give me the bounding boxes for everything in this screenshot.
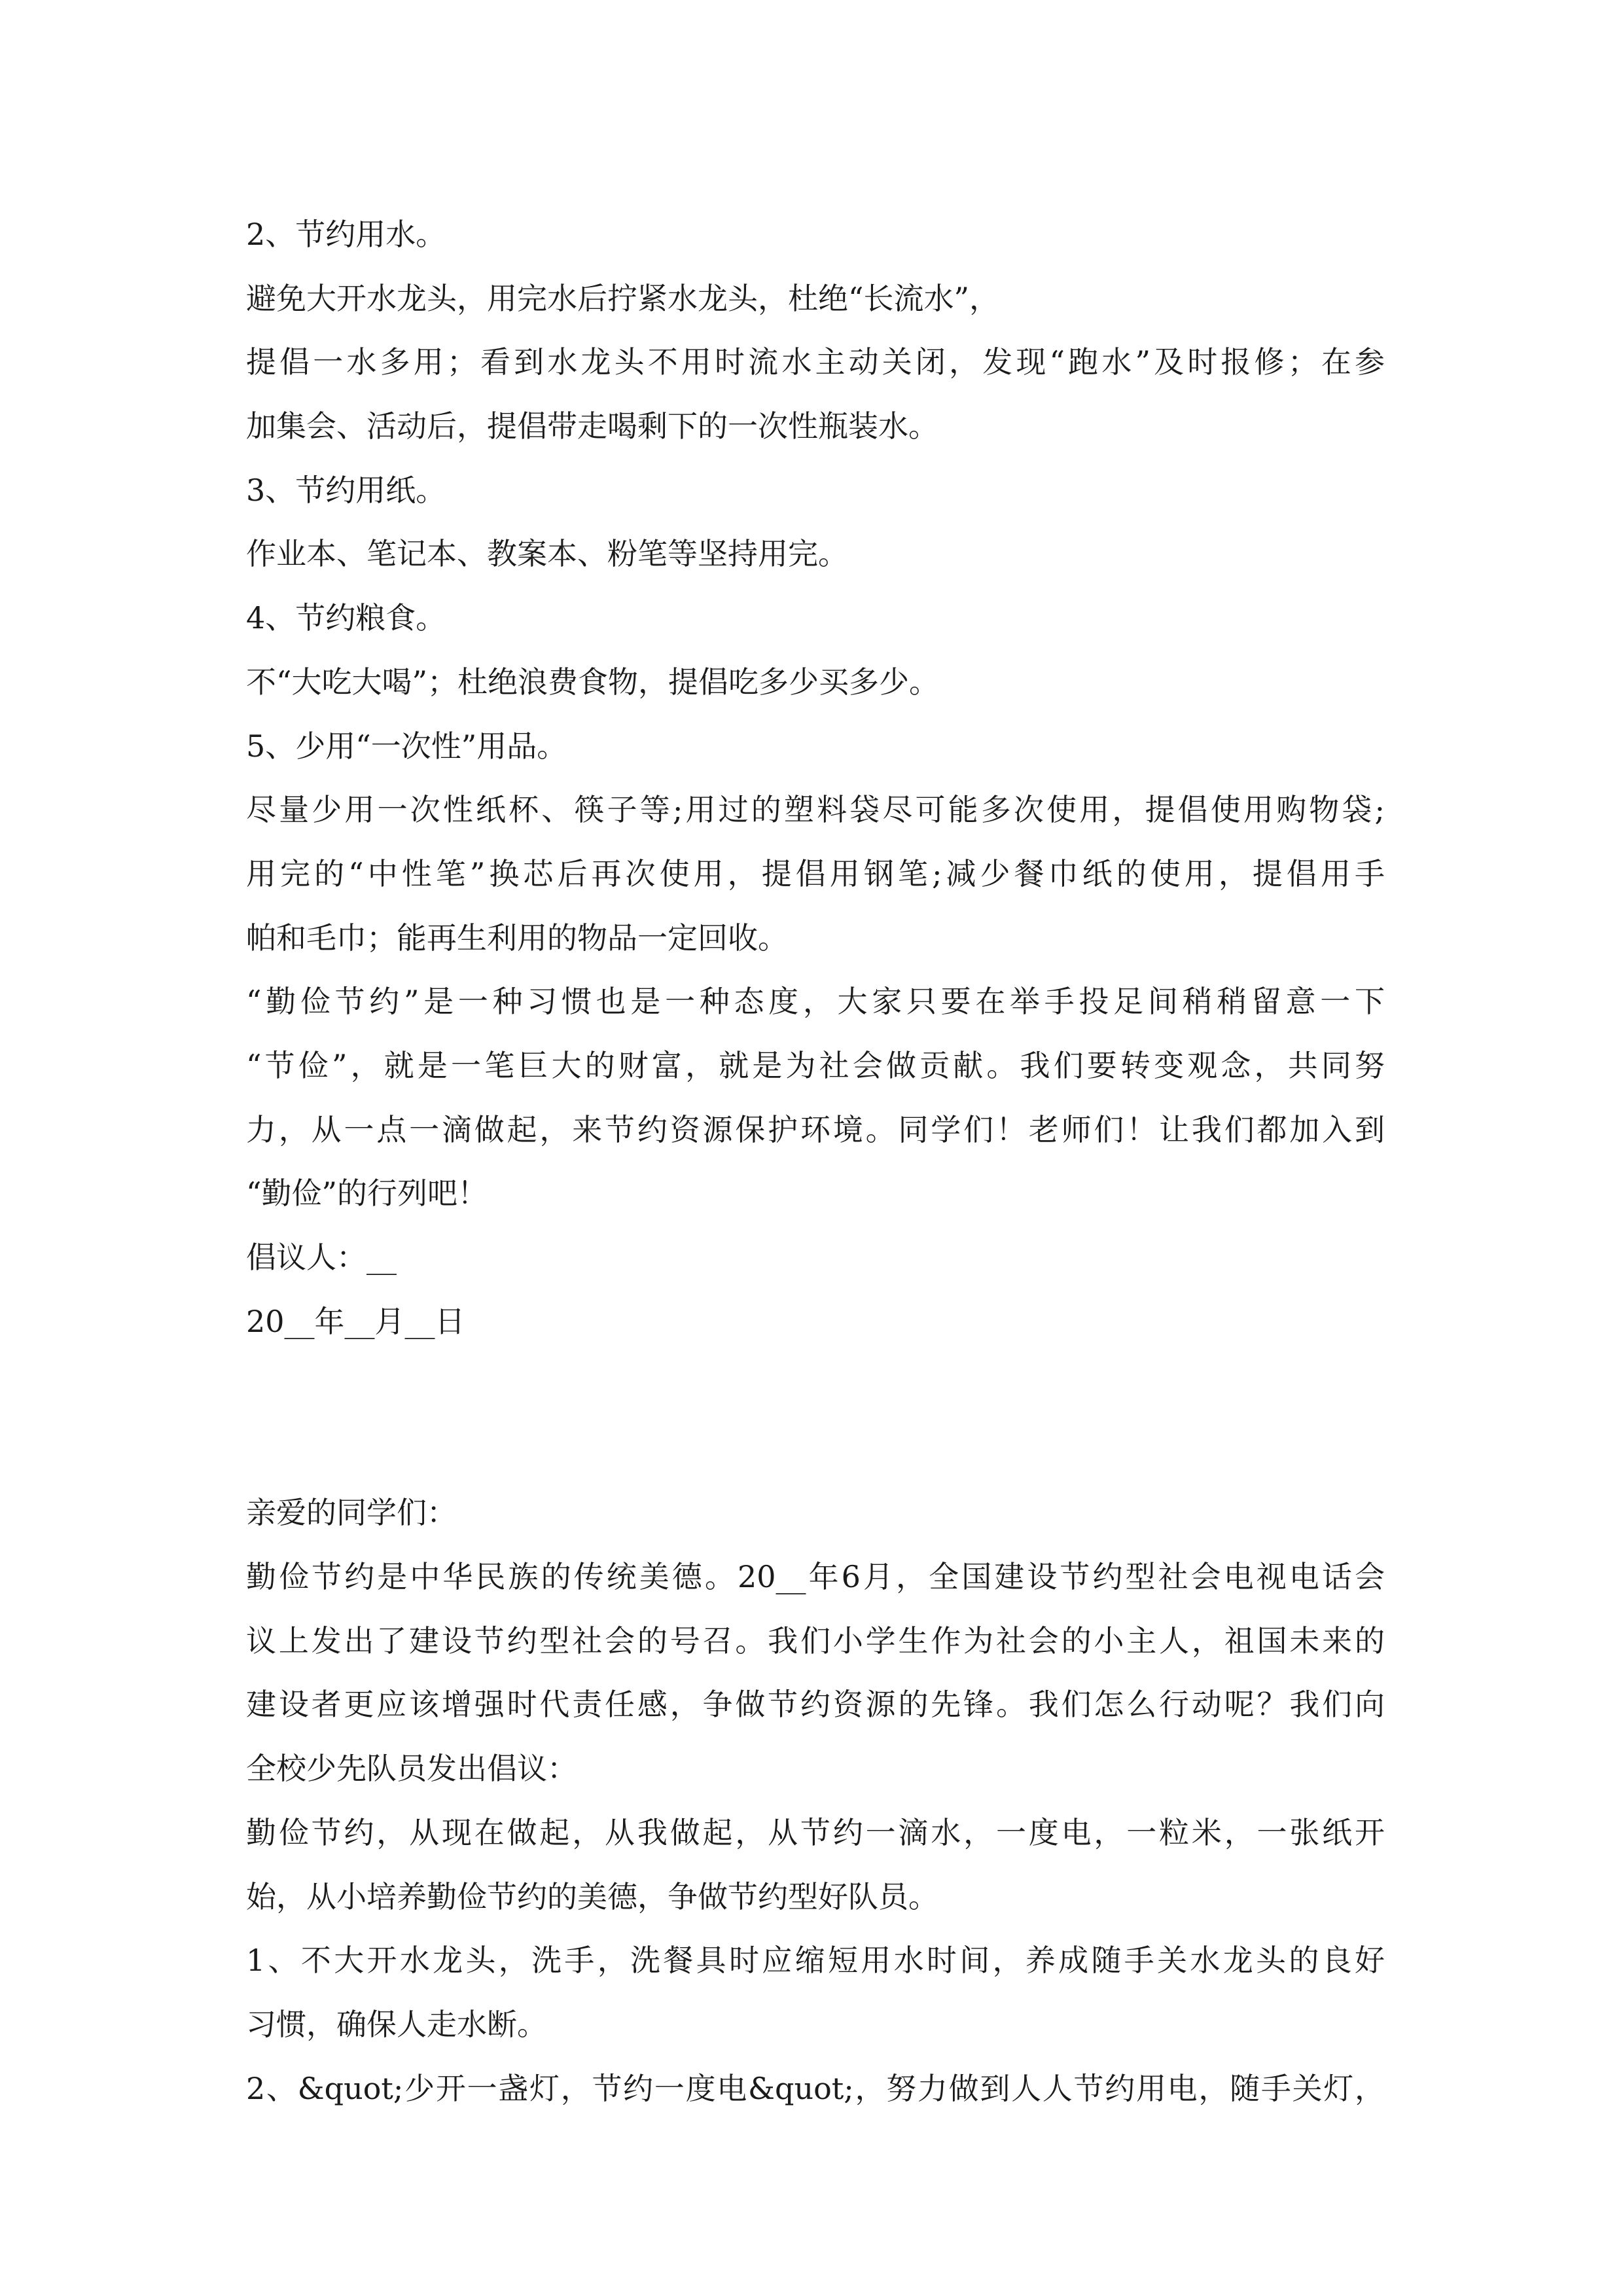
proposal-section-second [246,1481,1385,2121]
text-line: 始，从小培养勤俭节约的美德，争做节约型好队员。 [246,1878,938,1914]
text-line: 2、节约用水。 [246,217,446,252]
text-line: “勤俭节约”是一种习惯也是一种态度，大家只要在举手投足间稍稍留意一下 [246,984,1385,1020]
text-line: 加集会、活动后，提倡带走喝剩下的一次性瓶装水。 [246,408,938,444]
proposal-section-continued [246,203,1385,1354]
text-line: 勤俭节约，从现在做起，从我做起，从节约一滴水，一度电，一粒米，一张纸开 [246,1814,1385,1850]
text-line: 作业本、笔记本、教案本、粉笔等坚持用完。 [246,536,848,572]
text-line: 习惯，确保人走水断。 [246,2006,547,2042]
text-line: 建设者更应该增强时代责任感，争做节约资源的先锋。我们怎么行动呢？我们向 [246,1687,1385,1723]
section-gap [246,1354,1385,1481]
text-line: 2、&quot;少开一盏灯，节约一度电&quot;，努力做到人人节约用电，随手关灯， [246,2070,1385,2106]
text-line: 避免大开水龙头，用完水后拧紧水龙头，杜绝“长流水”， [246,280,1000,316]
text-line: 不“大吃大喝”；杜绝浪费食物，提倡吃多少买多少。 [246,664,940,700]
text-line: 提倡一水多用；看到水龙头不用时流水主动关闭，发现“跑水”及时报修；在参 [246,344,1385,380]
text-line: 3、节约用纸。 [246,472,446,508]
text-line: 勤俭节约是中华民族的传统美德。20__年6月，全国建设节约型社会电视电话会 [246,1559,1385,1595]
text-line: 倡议人：__ [246,1240,397,1275]
text-line: 1、不大开水龙头，洗手，洗餐具时应缩短用水时间，养成随手关水龙头的良好 [246,1943,1385,1979]
text-line: 帕和毛巾；能再生利用的物品一定回收。 [246,920,788,956]
text-line: 力，从一点一滴做起，来节约资源保护环境。同学们！老师们！让我们都加入到 [246,1111,1385,1147]
document-body [246,203,1385,2121]
text-line: 亲爱的同学们： [246,1495,457,1531]
text-line: 尽量少用一次性纸杯、筷子等;用过的塑料袋尽可能多次使用，提倡使用购物袋; [246,792,1385,828]
text-line: 全校少先队员发出倡议： [246,1751,577,1787]
text-line: 5、少用“一次性”用品。 [246,728,567,764]
text-line: “勤俭”的行列吧！ [246,1175,488,1211]
text-line: “节俭”，就是一笔巨大的财富，就是为社会做贡献。我们要转变观念，共同努 [246,1047,1385,1083]
text-line: 20__年__月__日 [246,1303,465,1339]
text-line: 议上发出了建设节约型社会的号召。我们小学生作为社会的小主人，祖国未来的 [246,1623,1385,1659]
text-line: 用完的“中性笔”换芯后再次使用，提倡用钢笔;减少餐巾纸的使用，提倡用手 [246,855,1385,891]
text-line: 4、节约粮食。 [246,600,446,636]
